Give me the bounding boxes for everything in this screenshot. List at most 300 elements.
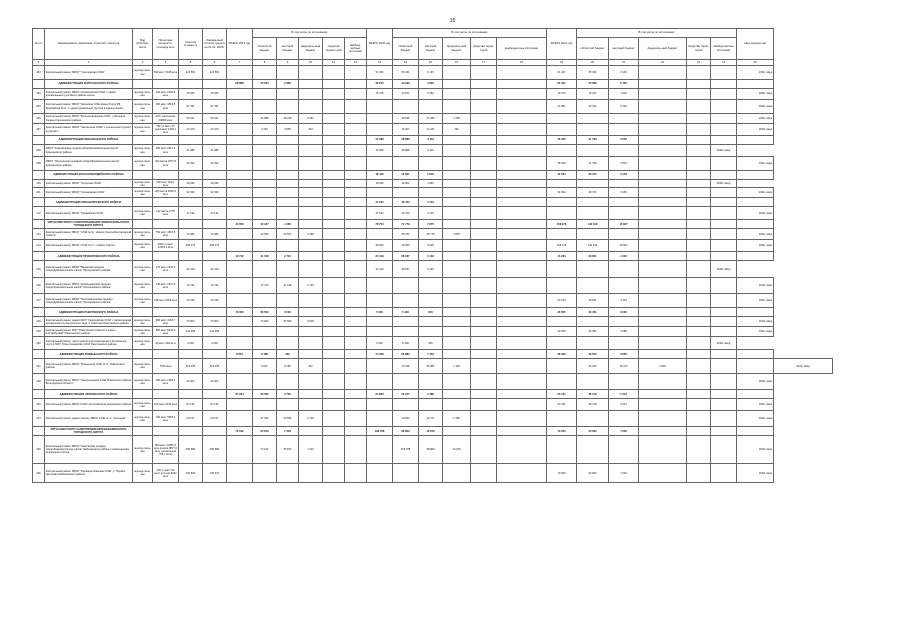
row-value-cell (299, 157, 323, 171)
row-value-cell (687, 350, 711, 359)
row-value-cell (687, 89, 711, 100)
row-value-cell: 180 мест 2417,6 кв.м (153, 145, 179, 157)
row-value-cell (299, 337, 323, 350)
row-value-cell (179, 136, 203, 145)
col-header-estimate: Сметная стоимость (179, 29, 203, 60)
row-value-cell: 44 650 (253, 229, 277, 240)
row-value-cell (711, 80, 737, 89)
row-value-cell: 8 186 (253, 350, 277, 359)
row-value-cell: 36 885 (393, 136, 419, 145)
row-value-cell (711, 436, 737, 464)
row-value-cell (299, 327, 323, 337)
row-value-cell: 760 (443, 124, 471, 136)
row-value-cell (497, 229, 547, 240)
row-value-cell (737, 171, 774, 180)
row-value-cell (737, 80, 774, 89)
row-value-cell: 42 473 (393, 198, 419, 207)
row-value-cell (547, 198, 577, 207)
row-value-cell (711, 278, 737, 294)
row-value-cell (443, 261, 471, 278)
row-value-cell (547, 317, 577, 327)
row-value-cell (471, 327, 497, 337)
row-value-cell (323, 80, 345, 89)
row-name-cell: АДМИНИСТРАЦИЯ ПРОХОРОВСКОГО РАЙОНА (45, 252, 133, 261)
row-value-cell: муници-паль-ная (134, 180, 151, 187)
row-value-cell: 4 423 (609, 252, 639, 261)
row-value-cell (153, 308, 179, 317)
row-value-cell (711, 399, 737, 411)
row-value-cell: 41 088 (203, 145, 227, 157)
row-value-cell (345, 399, 367, 411)
row-value-cell: 3 587 (299, 114, 323, 124)
col-header-reg-2: областной бюджет (577, 38, 609, 60)
row-number-cell: 217 (33, 294, 45, 308)
row-value-cell (687, 66, 711, 80)
row-value-cell (253, 337, 277, 350)
row-value-cell: 240 мест 2135,8 кв.м (153, 89, 179, 100)
row-value-cell: 3 500 (277, 308, 299, 317)
row-value-cell (299, 374, 323, 390)
row-name-cell: МБОУ "Посохинская основная общеобразовательная школа" Красненского района (45, 157, 133, 171)
col-header-ext-1: внебюджетные источники (497, 38, 547, 60)
row-value-cell (323, 317, 345, 327)
row-value-cell (687, 278, 711, 294)
row-value-cell (299, 261, 323, 278)
row-value-cell (547, 374, 577, 390)
row-value-cell: муници-паль-ная (133, 124, 153, 136)
row-value-cell (345, 359, 367, 374)
col-number: 25 (737, 60, 774, 66)
col-number: 16 (443, 60, 471, 66)
row-value-cell (179, 252, 203, 261)
row-value-cell (609, 180, 639, 188)
row-value-cell: 78 754 (367, 220, 393, 229)
row-value-cell: 33 505 (547, 327, 577, 337)
row-value-cell (711, 294, 737, 308)
table-header (33, 29, 833, 66)
row-value-cell: 18 446 (203, 180, 227, 188)
row-value-cell (687, 294, 711, 308)
row-value-cell: 74 328 (393, 359, 419, 374)
row-value-cell (577, 145, 609, 157)
row-value-cell (471, 278, 497, 294)
row-value-cell (711, 188, 737, 198)
row-value-cell: 16 447 (577, 89, 609, 100)
row-value-cell (687, 374, 711, 390)
row-value-cell (687, 198, 711, 207)
row-value-cell: 2020г. ввод (737, 207, 774, 220)
row-name-cell: Капитальный ремонт МБОУ "Графовская ООШ" (45, 207, 133, 220)
table-row (33, 374, 833, 390)
row-value-cell (227, 180, 253, 188)
row-name-cell: Капитальный ремонт МБОУ "Никольская средняя общеобразовательная школа" Шебекинского района с размещением дошкольного блока (45, 436, 133, 464)
row-value-cell: 35 323 (179, 157, 203, 171)
col-header-ter-1: средства терри-торий (471, 38, 497, 60)
row-value-cell (367, 100, 393, 114)
row-name-cell: Капитальный ремонт МОУ "Ракитянская СОШ № 2 имени А.И.Цыбулёва" Ракитянского района (45, 327, 133, 337)
row-value-cell (253, 294, 277, 308)
row-value-cell (711, 114, 737, 124)
col-header-fed-1: федераль-ный бюджет (443, 38, 471, 60)
row-value-cell (133, 198, 153, 207)
row-value-cell: 3 630 (609, 350, 639, 359)
row-value-cell (687, 399, 711, 411)
row-value-cell (367, 317, 393, 327)
row-value-cell: 220 ученических 2088,8 кв.м (153, 114, 179, 124)
row-value-cell: 28 299 (277, 114, 299, 124)
row-value-cell: 2020г. ввод (737, 124, 774, 136)
row-value-cell (497, 89, 547, 100)
row-number-cell: 224 (33, 411, 45, 427)
row-value-cell: 49 215 (367, 80, 393, 89)
row-value-cell: 2019г. ввод (737, 317, 774, 327)
col-header-loc-0: местный бюджет (277, 38, 299, 60)
row-value-cell: 10 979 (419, 427, 443, 436)
row-value-cell (367, 359, 393, 374)
row-value-cell (323, 427, 345, 436)
row-value-cell: муници-паль-ная (134, 189, 151, 196)
row-value-cell: 54 131 (179, 399, 203, 411)
row-value-cell (203, 308, 227, 317)
row-value-cell (323, 399, 345, 411)
row-number-cell: 222 (33, 374, 45, 390)
row-value-cell: 73 192 (227, 427, 253, 436)
row-value-cell (443, 145, 471, 157)
row-value-cell (419, 157, 443, 171)
row-value-cell: 66 883 (419, 359, 443, 374)
row-value-cell (299, 464, 323, 483)
row-value-cell (253, 66, 277, 80)
row-value-cell: муници-паль-ная (134, 318, 151, 325)
row-value-cell: 55 331 (393, 66, 419, 80)
row-name-cell: Капитальный ремонт МБОУ "Заяченская ООШ" с дошкольной группой на 20 мест (45, 124, 133, 136)
col-number: 14 (393, 60, 419, 66)
col-number: 11 (323, 60, 345, 66)
row-value-cell (639, 308, 687, 317)
row-value-cell (711, 66, 737, 80)
row-value-cell: 210 мест 2134 кв.м (153, 399, 179, 411)
row-value-cell (227, 317, 253, 327)
row-value-cell (639, 171, 687, 180)
row-value-cell (227, 261, 253, 278)
row-name-cell: АДМИНИСТРАЦИЯ ЧЕРНЯНСКОГО РАЙОНА (45, 390, 133, 399)
row-value-cell: 44 234 (179, 294, 203, 308)
row-value-cell (133, 427, 153, 436)
row-value-cell (443, 89, 471, 100)
row-value-cell (179, 350, 203, 359)
row-value-cell: муници-паль-ная (133, 436, 153, 464)
row-value-cell: 54 131 (547, 390, 577, 399)
row-value-cell: 7 433 (443, 359, 471, 374)
row-value-cell (393, 317, 419, 327)
row-value-cell (639, 337, 687, 350)
row-value-cell (133, 220, 153, 229)
col-header-loc-1: местный бюджет (419, 38, 443, 60)
row-value-cell (547, 261, 577, 278)
row-value-cell: 2021г. ввод (737, 66, 774, 80)
row-value-cell (711, 124, 737, 136)
row-value-cell (393, 399, 419, 411)
row-value-cell (323, 359, 345, 374)
row-value-cell (277, 464, 299, 483)
col-number: 15 (419, 60, 443, 66)
row-value-cell (393, 294, 419, 308)
row-value-cell (497, 350, 547, 359)
row-value-cell (687, 188, 711, 198)
row-value-cell: 432 (277, 350, 299, 359)
row-value-cell: 42 473 (393, 207, 419, 220)
row-value-cell (711, 171, 737, 180)
row-value-cell (323, 229, 345, 240)
row-value-cell (639, 229, 687, 240)
row-value-cell (471, 220, 497, 229)
row-value-cell (687, 100, 711, 114)
row-value-cell: 7 000 (609, 464, 639, 483)
row-value-cell (323, 261, 345, 278)
row-value-cell (323, 66, 345, 80)
row-value-cell: 31 319 (367, 261, 393, 278)
row-value-cell (277, 327, 299, 337)
row-value-cell (299, 350, 323, 359)
row-value-cell (711, 374, 737, 390)
row-value-cell (227, 436, 253, 464)
row-value-cell (153, 350, 179, 359)
row-value-cell (277, 66, 299, 80)
col-header-ext-2: внебюд-жетные источники (711, 38, 737, 60)
row-value-cell: 3 500 (299, 317, 323, 327)
row-value-cell (367, 411, 393, 427)
row-value-cell: муници-паль-ная (134, 115, 151, 122)
row-value-cell: 28 372 (577, 188, 609, 198)
row-name-cell: Капитальный ремонт МБОУ "Шеинская СОШ имени Героя РФ Борисевича Ю.А." с одной дошкольной группой в здании школы (45, 100, 133, 114)
row-value-cell (497, 411, 547, 427)
row-value-cell: 122 863 (203, 66, 227, 80)
row-value-cell: 182 980 (203, 436, 227, 464)
row-value-cell (133, 350, 153, 359)
row-value-cell (609, 411, 639, 427)
table-row (33, 188, 833, 198)
table-row (33, 207, 833, 220)
row-value-cell (609, 114, 639, 124)
row-value-cell (345, 240, 367, 252)
row-value-cell: 37 294 (227, 390, 253, 399)
row-value-cell: 600 (419, 308, 443, 317)
row-value-cell (277, 100, 299, 114)
row-value-cell (345, 188, 367, 198)
row-value-cell: 122 863 (179, 66, 203, 80)
row-value-cell (639, 124, 687, 136)
section-row (33, 252, 833, 261)
row-value-cell: 10 979 (443, 436, 471, 464)
row-value-cell (323, 207, 345, 220)
row-value-cell: 44 234 (547, 294, 577, 308)
row-value-cell (577, 198, 609, 207)
table-row (33, 436, 833, 464)
row-value-cell (639, 327, 687, 337)
row-value-cell: муници-паль-ная (133, 411, 153, 427)
row-name-cell: Капитальный ремонт МБОУ "Вязовская средняя общеобразовательная школа" Прохоровского района (45, 261, 133, 278)
row-value-cell (323, 294, 345, 308)
row-value-cell (497, 198, 547, 207)
row-value-cell (471, 240, 497, 252)
row-value-cell (299, 171, 323, 180)
row-value-cell: 3 533 (609, 157, 639, 171)
table-row (33, 278, 833, 294)
row-value-cell (277, 136, 299, 145)
table-row (33, 100, 833, 114)
row-number-cell: 205 (33, 100, 45, 114)
row-value-cell: 2020г. ввод (737, 411, 774, 427)
row-value-cell (345, 464, 367, 483)
row-value-cell: 28 187 (393, 252, 419, 261)
row-value-cell (253, 374, 277, 390)
row-value-cell (345, 317, 367, 327)
row-name-cell: Капитальный ремонт части здания для размещения 2 дошкольных групп в МОУ "Илек-Кошарская СОШ" Ракитянского района (45, 337, 133, 350)
row-value-cell (737, 359, 774, 374)
row-value-cell: 7 000 (609, 427, 639, 436)
row-value-cell (345, 411, 367, 427)
row-value-cell: 3 153 (609, 171, 639, 180)
row-value-cell: 40 мест 200 кв.м (153, 337, 179, 350)
row-value-cell (227, 198, 253, 207)
row-value-cell: 70 000 (203, 317, 227, 327)
table-row (33, 145, 833, 157)
row-value-cell (345, 252, 367, 261)
row-value-cell: 22 377 (393, 390, 419, 399)
row-value-cell (443, 171, 471, 180)
row-value-cell: 13 742 (253, 278, 277, 294)
row-value-cell (497, 66, 547, 80)
row-value-cell (711, 327, 737, 337)
row-value-cell: 47 192 (367, 198, 393, 207)
row-value-cell (299, 80, 323, 89)
row-value-cell (687, 80, 711, 89)
row-value-cell (471, 252, 497, 261)
row-value-cell: муници-паль-ная (133, 145, 153, 157)
col-header-commissioning: ввод мощностей (737, 29, 774, 60)
row-value-cell: 65 873 (277, 436, 299, 464)
row-value-cell: 260 мест 3619,8 кв.м (153, 100, 179, 114)
row-value-cell (711, 411, 737, 427)
row-number-cell: 210 (33, 180, 45, 188)
row-value-cell (345, 327, 367, 337)
row-value-cell (639, 188, 687, 198)
row-value-cell (253, 240, 277, 252)
row-value-cell (419, 188, 443, 198)
row-value-cell: 5 400 (393, 308, 419, 317)
row-value-cell (639, 220, 687, 229)
row-value-cell (471, 157, 497, 171)
row-value-cell: 8 631 (227, 350, 253, 359)
row-value-cell: 70 000 (253, 317, 277, 327)
row-value-cell (639, 100, 687, 114)
row-value-cell (687, 261, 711, 278)
row-value-cell (471, 180, 497, 188)
row-value-cell (497, 464, 547, 483)
row-value-cell (277, 145, 299, 157)
row-value-cell: муници-паль-ная (133, 261, 153, 278)
row-value-cell (345, 89, 367, 100)
row-value-cell: 224 места 1854,4 кв.м (153, 188, 179, 198)
row-value-cell: 33 505 (547, 308, 577, 317)
row-value-cell (345, 100, 367, 114)
row-value-cell (227, 374, 253, 390)
col-number: 6 (203, 60, 227, 66)
row-value-cell (443, 390, 471, 399)
row-value-cell (277, 207, 299, 220)
row-value-cell (443, 180, 471, 188)
row-value-cell (345, 390, 367, 399)
row-value-cell (443, 136, 471, 145)
row-number-cell: 211 (33, 188, 45, 198)
row-value-cell (345, 80, 367, 89)
row-value-cell (711, 207, 737, 220)
row-value-cell: 2021г. ввод (737, 240, 774, 252)
row-value-cell: 54 131 (547, 399, 577, 411)
row-name-cell: Капитальный ремонт здания МОУ "Никитовская СОШ" с размещением дошкольной группы-детского сада, п. Ракитное Ракитянского района (45, 318, 132, 325)
row-value-cell: 4 465 (277, 220, 299, 229)
row-value-cell (639, 399, 687, 411)
row-value-cell: 55 389 (577, 80, 609, 89)
row-value-cell (393, 188, 419, 198)
row-value-cell: 74 384 (203, 229, 227, 240)
row-value-cell (277, 89, 299, 100)
row-value-cell (227, 240, 253, 252)
row-value-cell (443, 308, 471, 317)
row-number-cell (33, 136, 45, 145)
row-value-cell (277, 399, 299, 411)
row-value-cell: 4 110 (419, 136, 443, 145)
row-value-cell (711, 427, 737, 436)
row-value-cell: 4 922 (419, 80, 443, 89)
row-value-cell: 2021г. ввод (737, 327, 774, 337)
row-value-cell: муници-паль-ная (133, 337, 153, 350)
row-value-cell (153, 252, 179, 261)
row-value-cell: муници-паль-ная (133, 399, 153, 411)
row-value-cell (577, 114, 609, 124)
row-value-cell: 4 423 (609, 294, 639, 308)
row-value-cell: 4 719 (419, 207, 443, 220)
row-value-cell: 3 630 (639, 359, 687, 374)
row-value-cell (203, 220, 227, 229)
row-value-cell (443, 66, 471, 80)
row-value-cell (547, 207, 577, 220)
row-value-cell (471, 100, 497, 114)
row-value-cell: 41 088 (367, 136, 393, 145)
row-value-cell: 2021г. ввод (774, 359, 833, 374)
row-value-cell: 6 000 (367, 337, 393, 350)
col-header-capacity: Проектная мощность, площадь кв.м (153, 29, 179, 60)
row-value-cell: 31 790 (577, 136, 609, 145)
row-value-cell (367, 229, 393, 240)
row-value-cell: 63 000 (577, 427, 609, 436)
row-value-cell (227, 464, 253, 483)
row-value-cell (443, 220, 471, 229)
row-value-cell (577, 207, 609, 220)
row-value-cell: 12 814 (393, 89, 419, 100)
row-value-cell: муници-паль-ная (133, 374, 153, 390)
row-value-cell: муници-паль-ная (133, 89, 153, 100)
row-value-cell (253, 145, 277, 157)
row-value-cell (687, 157, 711, 171)
row-value-cell: муници-паль-ная (133, 294, 153, 308)
row-number-cell: 220 (33, 337, 45, 350)
table-row (33, 229, 833, 240)
row-value-cell: 39 811 (577, 294, 609, 308)
row-value-cell (639, 317, 687, 327)
row-value-cell: 3 132 (419, 261, 443, 278)
row-value-cell: 25 845 (179, 89, 203, 100)
